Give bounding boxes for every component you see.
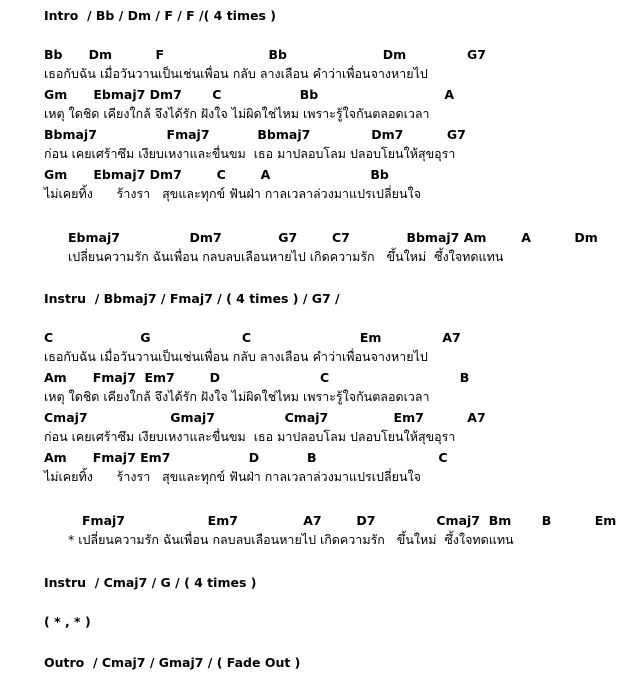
verse2-chords-4: Am Fmaj7 Em7 D B C	[44, 450, 448, 465]
verse1-lyric-4: ไม่เคยทิ้ง ร้างรา สุขและทุกข์ ฟันฝ่า กาลเวลาล่วงมาแปรเปลี่ยนใจ	[44, 186, 421, 201]
verse2-lyric-4: ไม่เคยทิ้ง ร้างรา สุขและทุกข์ ฟันฝ่า กาลเวลาล่วงมาแปรเปลี่ยนใจ	[44, 469, 421, 484]
chorus2-chords: Fmaj7 Em7 A7 D7 Cmaj7 Bm B Em	[82, 513, 617, 528]
verse1-lyric-3: ก่อน เคยเศร้าซึม เงียบเหงาและขื่นขม เธอ มาปลอบโลม ปลอบโยนให้สุขอุรา	[44, 146, 456, 161]
verse1-lyric-2: เหตุ ใดชิด เคียงใกล้ จึงได้รัก ฝังใจ ไม่ผิดใช่ไหม เพราะรู้ใจกันตลอดเวลา	[44, 106, 430, 121]
verse2-lyric-1: เธอกับฉัน เมื่อวันวานเป็นเช่นเพื่อน กลับ ลางเลือน คำว่าเพื่อนจางหายไป	[44, 349, 428, 364]
verse1-chords-3: Bbmaj7 Fmaj7 Bbmaj7 Dm7 G7	[44, 127, 466, 142]
instru2-line: Instru / Cmaj7 / G / ( 4 times )	[44, 575, 257, 590]
chorus1-lyric: เปลี่ยนความรัก ฉันเพื่อน กลบลบเลือนหายไป เกิดความรัก ขึ้นใหม่ ซึ้งใจทดแทน	[68, 249, 504, 264]
verse2-chords-1: C G C Em A7	[44, 330, 461, 345]
verse2-lyric-2: เหตุ ใดชิด เคียงใกล้ จึงได้รัก ฝังใจ ไม่ผิดใช่ไหม เพราะรู้ใจกันตลอดเวลา	[44, 389, 430, 404]
instru1-line: Instru / Bbmaj7 / Fmaj7 / ( 4 times ) / G7 /	[44, 291, 340, 306]
repeat-marker: ( * , * )	[44, 614, 91, 629]
verse2-lyric-3: ก่อน เคยเศร้าซึม เงียบเหงาและขื่นขม เธอ มาปลอบโลม ปลอบโยนให้สุขอุรา	[44, 429, 456, 444]
verse1-chords-1: Bb Dm F Bb Dm G7	[44, 47, 486, 62]
verse2-chords-3: Cmaj7 Gmaj7 Cmaj7 Em7 A7	[44, 410, 486, 425]
outro-line: Outro / Cmaj7 / Gmaj7 / ( Fade Out )	[44, 655, 301, 670]
verse1-chords-4: Gm Ebmaj7 Dm7 C A Bb	[44, 167, 389, 182]
verse1-lyric-1: เธอกับฉัน เมื่อวันวานเป็นเช่นเพื่อน กลับ ลางเลือน คำว่าเพื่อนจางหายไป	[44, 66, 428, 81]
chorus1-chords: Ebmaj7 Dm7 G7 C7 Bbmaj7 Am A Dm	[68, 230, 598, 245]
verse2-chords-2: Am Fmaj7 Em7 D C B	[44, 370, 470, 385]
intro-line: Intro / Bb / Dm / F / F /( 4 times )	[44, 8, 276, 23]
chorus2-lyric: * เปลี่ยนความรัก ฉันเพื่อน กลบลบเลือนหายไป เกิดความรัก ขึ้นใหม่ ซึ้งใจทดแทน	[68, 532, 514, 547]
verse1-chords-2: Gm Ebmaj7 Dm7 C Bb A	[44, 87, 455, 102]
